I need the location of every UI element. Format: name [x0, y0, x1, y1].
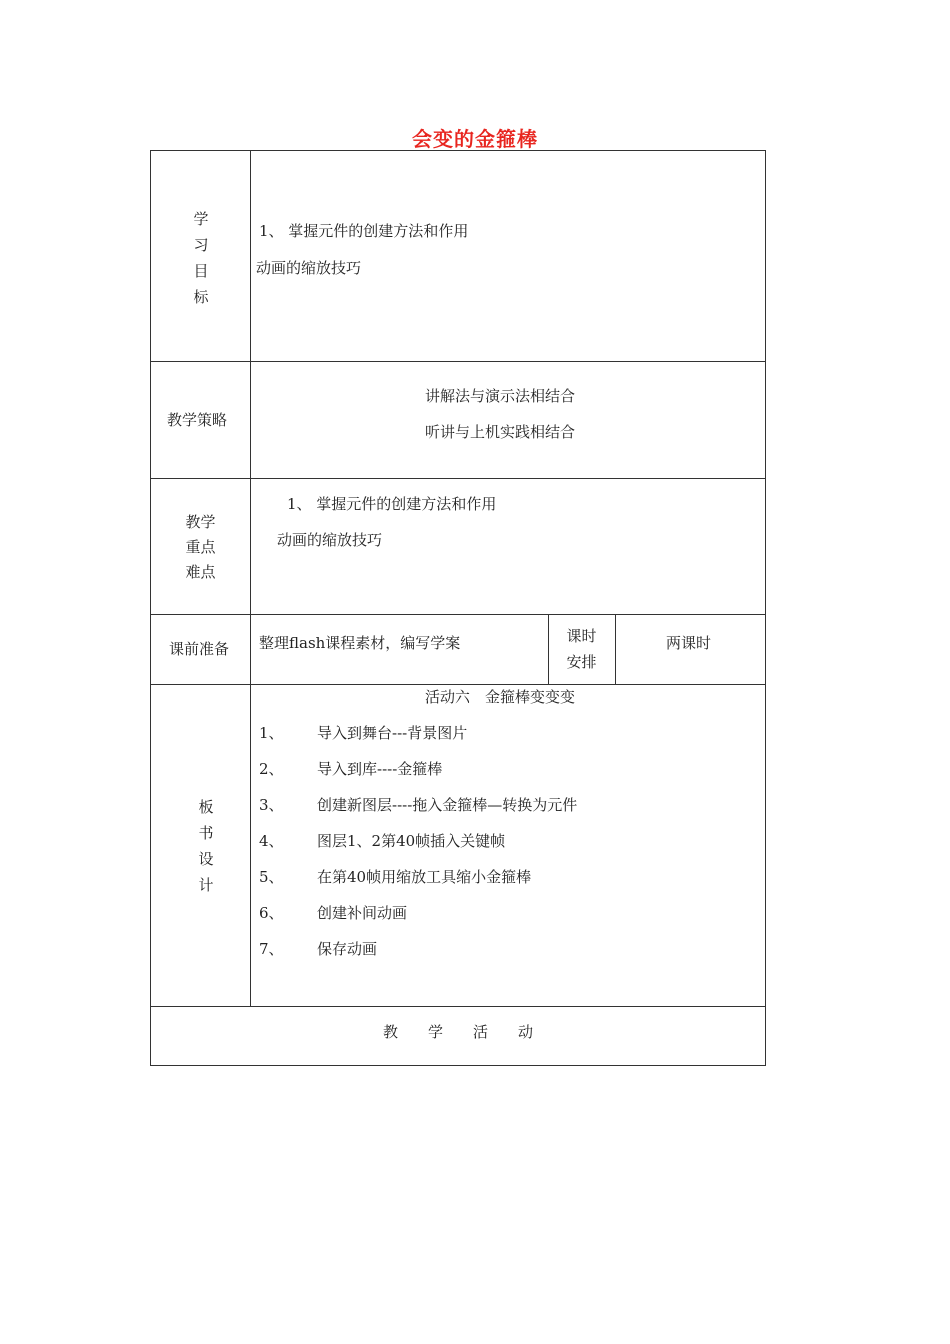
board-item-number: 4、: [259, 832, 284, 850]
board-item-text: 保存动画: [317, 940, 378, 958]
row-divider: [151, 478, 765, 479]
keypoints-label-line: 教学: [185, 513, 216, 531]
board-item-number: 2、: [259, 760, 284, 778]
board-item-number: 6、: [259, 904, 284, 922]
hours-label-line: 课时: [566, 627, 597, 645]
board-label-char: 计: [198, 876, 214, 894]
document-title: 会变的金箍棒: [412, 127, 538, 151]
strategy-line-1: 讲解法与演示法相结合: [425, 387, 576, 405]
column-divider: [615, 614, 616, 684]
goals-line-1: 1、 掌握元件的创建方法和作用: [259, 222, 469, 240]
board-label-char: 板: [198, 798, 214, 816]
lesson-plan-table: [150, 150, 766, 1066]
board-item-text: 导入到舞台---背景图片: [317, 724, 468, 742]
board-item-number: 7、: [259, 940, 284, 958]
prep-label: 课前准备: [169, 640, 230, 658]
board-item-text: 创建补间动画: [317, 904, 408, 922]
board-item-number: 5、: [259, 868, 284, 886]
board-item-text: 图层1、2第40帧插入关键帧: [317, 832, 506, 850]
row-divider: [151, 684, 765, 685]
goals-label-char: 习: [193, 236, 209, 254]
row-divider: [151, 1006, 765, 1007]
strategy-label: 教学策略: [167, 411, 228, 429]
board-label-char: 书: [198, 824, 214, 842]
goals-label-char: 目: [193, 262, 209, 280]
board-item-text: 导入到库----金箍棒: [317, 760, 443, 778]
goals-label-char: 学: [193, 210, 209, 228]
goals-line-2: 动画的缩放技巧: [256, 259, 362, 277]
keypoints-line-2: 动画的缩放技巧: [277, 531, 383, 549]
keypoints-line-1: 1、 掌握元件的创建方法和作用: [287, 495, 497, 513]
board-item-number: 1、: [259, 724, 284, 742]
keypoints-label-line: 重点: [185, 538, 216, 556]
row-divider: [151, 361, 765, 362]
board-item-number: 3、: [259, 796, 284, 814]
board-item-text: 在第40帧用缩放工具缩小金箍棒: [317, 868, 532, 886]
strategy-line-2: 听讲与上机实践相结合: [425, 423, 576, 441]
row-divider: [151, 614, 765, 615]
hours-label-line: 安排: [566, 653, 597, 671]
keypoints-label-line: 难点: [185, 563, 216, 581]
column-divider: [250, 151, 251, 1006]
goals-label-char: 标: [193, 288, 209, 306]
hours-value: 两课时: [666, 634, 712, 652]
board-heading: 活动六 金箍棒变变变: [425, 688, 576, 706]
activity-label: 教 学 活 动: [382, 1023, 533, 1041]
column-divider: [548, 614, 549, 684]
prep-content: 整理flash课程素材，编写学案: [259, 634, 461, 652]
board-label-char: 设: [198, 850, 214, 868]
board-item-text: 创建新图层----拖入金箍棒—转换为元件: [317, 796, 578, 814]
